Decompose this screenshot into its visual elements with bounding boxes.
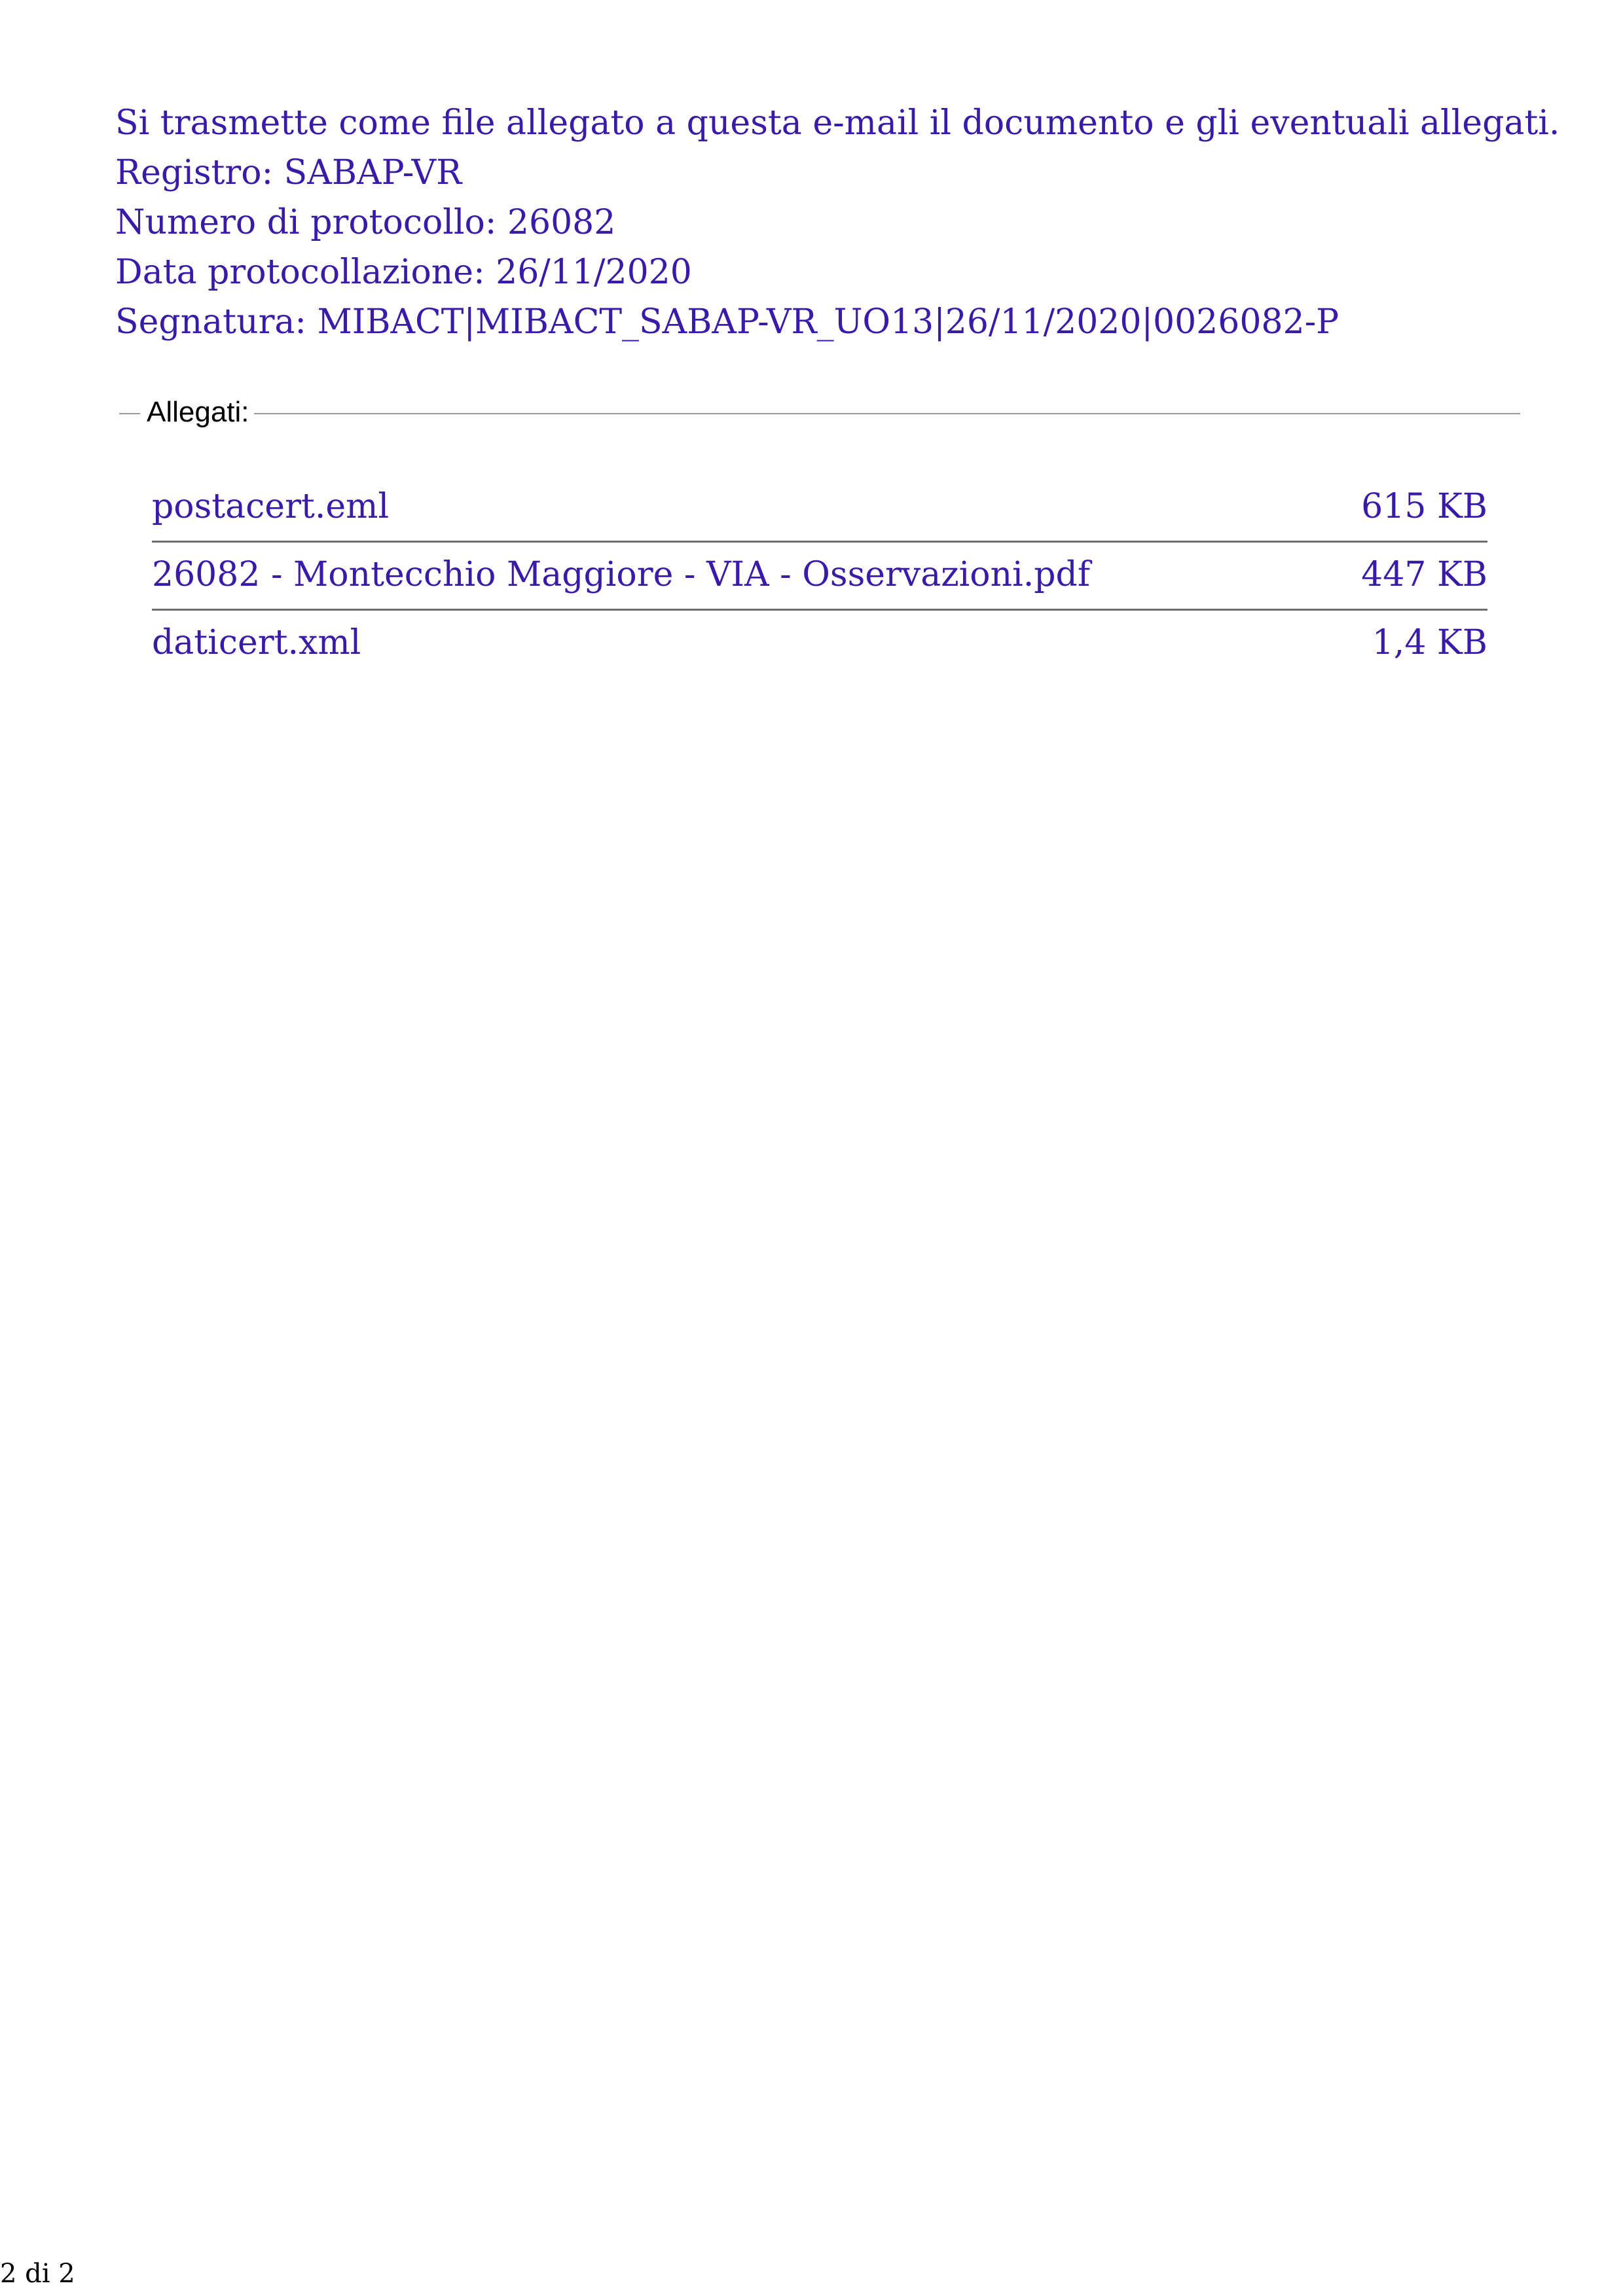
- attachment-name[interactable]: daticert.xml: [152, 623, 361, 662]
- attachments-list: [152, 475, 1487, 679]
- page-number: 2 di 2: [0, 2259, 75, 2289]
- attachments-label: Allegati:: [147, 396, 249, 428]
- attachment-row[interactable]: [152, 543, 1487, 611]
- message-intro-line: Si trasmette come file allegato a questa e-mail il documento e gli eventuali allegati.: [115, 103, 1560, 143]
- header-rule-right: [254, 413, 1520, 414]
- attachment-row[interactable]: [152, 475, 1487, 543]
- segnatura-line: Segnatura: MIBACT|MIBACT_SABAP-VR_UO13|26/11/2020|0026082-P: [115, 302, 1340, 342]
- attachment-size: 447 KB: [1361, 555, 1487, 594]
- attachment-name[interactable]: 26082 - Montecchio Maggiore - VIA - Osservazioni.pdf: [152, 555, 1091, 594]
- message-body: [115, 98, 1560, 347]
- attachment-size: 615 KB: [1361, 487, 1487, 526]
- registro-line: Registro: SABAP-VR: [115, 153, 462, 192]
- protocol-number-line: Numero di protocollo: 26082: [115, 203, 616, 242]
- attachment-size: 1,4 KB: [1372, 623, 1487, 662]
- attachment-name[interactable]: postacert.eml: [152, 487, 390, 526]
- header-rule-left: [119, 413, 140, 414]
- attachment-row[interactable]: [152, 611, 1487, 679]
- attachments-section-header: [119, 395, 1520, 429]
- protocol-date-line: Data protocollazione: 26/11/2020: [115, 253, 692, 292]
